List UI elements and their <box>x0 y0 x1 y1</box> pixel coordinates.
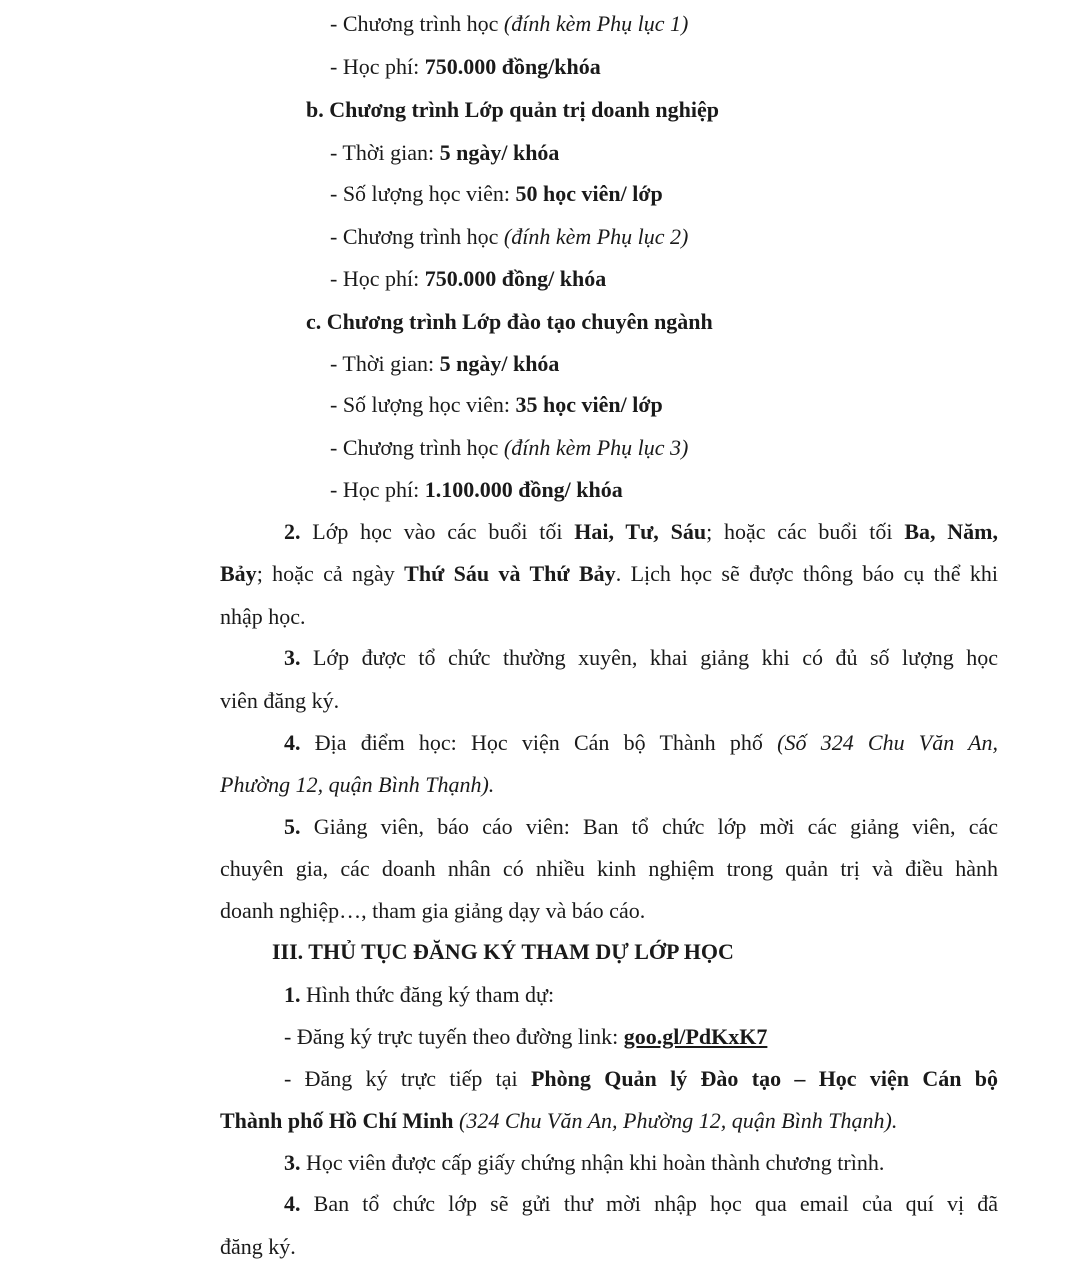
course-a-fee-prefix: - Học phí: <box>330 54 425 79</box>
course-c-duration: - Thời gian: 5 ngày/ khóa <box>330 351 560 376</box>
course-b-heading: b. Chương trình Lớp quản trị doanh nghiệp <box>306 97 719 122</box>
section3-heading: III. THỦ TỤC ĐĂNG KÝ THAM DỰ LỚP HỌC <box>272 939 734 964</box>
item2-line3: nhập học. <box>220 604 306 629</box>
course-a-fee <box>330 53 601 81</box>
course-a-program <box>330 10 688 38</box>
course-c-capacity: - Số lượng học viên: 35 học viên/ lớp <box>330 392 663 417</box>
item2-line2: Bảy; hoặc cả ngày Thứ Sáu và Thứ Bảy. Lịch học sẽ được thông báo cụ thể khi <box>220 561 999 586</box>
item5-line1: 5. Giảng viên, báo cáo viên: Ban tổ chức lớp mời các giảng viên, các <box>284 814 998 839</box>
registration-form-line: 1. Hình thức đăng ký tham dự: <box>284 982 555 1007</box>
item3-line2: viên đăng ký. <box>220 688 340 713</box>
direct-registration-line2: Thành phố Hồ Chí Minh (324 Chu Văn An, Phường 12, quận Bình Thạnh). <box>220 1108 898 1133</box>
certificate-line: 3. Học viên được cấp giấy chứng nhận khi hoàn thành chương trình. <box>284 1150 885 1175</box>
email-invite-line1: 4. Ban tổ chức lớp sẽ gửi thư mời nhập học qua email của quí vị đã <box>284 1191 998 1216</box>
item5-line3: doanh nghiệp…, tham gia giảng dạy và báo cáo. <box>220 898 646 923</box>
item4-line2: Phường 12, quận Bình Thạnh). <box>220 772 495 797</box>
course-c-fee: - Học phí: 1.100.000 đồng/ khóa <box>330 477 623 502</box>
course-b-duration: - Thời gian: 5 ngày/ khóa <box>330 140 560 165</box>
item4-line1: 4. Địa điểm học: Học viện Cán bộ Thành phố (Số 324 Chu Văn An, <box>284 730 999 755</box>
course-b-program: - Chương trình học (đính kèm Phụ lục 2) <box>330 224 689 249</box>
course-a-fee-value: 750.000 đồng/khóa <box>424 54 601 79</box>
course-a-program-note: (đính kèm Phụ lục 1) <box>503 11 689 36</box>
item3-line1: 3. Lớp được tổ chức thường xuyên, khai giảng khi có đủ số lượng học <box>284 645 998 670</box>
item2-line1: 2. Lớp học vào các buổi tối Hai, Tư, Sáu; hoặc các buổi tối Ba, Năm, <box>284 519 998 544</box>
email-invite-line2: đăng ký. <box>220 1234 296 1259</box>
registration-link[interactable]: goo.gl/PdKxK7 <box>623 1024 768 1049</box>
online-registration-line: - Đăng ký trực tuyến theo đường link: goo.gl/PdKxK7 <box>284 1024 768 1049</box>
item5-line2: chuyên gia, các doanh nhân có nhiều kinh nghiệm trong quản trị và điều hành <box>220 856 998 881</box>
direct-registration-line1: - Đăng ký trực tiếp tại Phòng Quản lý Đào tạo – Học viện Cán bộ <box>284 1066 998 1091</box>
course-a-program-prefix: - Chương trình học <box>330 11 504 36</box>
course-b-capacity: - Số lượng học viên: 50 học viên/ lớp <box>330 181 663 206</box>
course-c-heading: c. Chương trình Lớp đào tạo chuyên ngành <box>306 309 713 334</box>
course-b-fee: - Học phí: 750.000 đồng/ khóa <box>330 266 607 291</box>
course-c-program: - Chương trình học (đính kèm Phụ lục 3) <box>330 435 689 460</box>
